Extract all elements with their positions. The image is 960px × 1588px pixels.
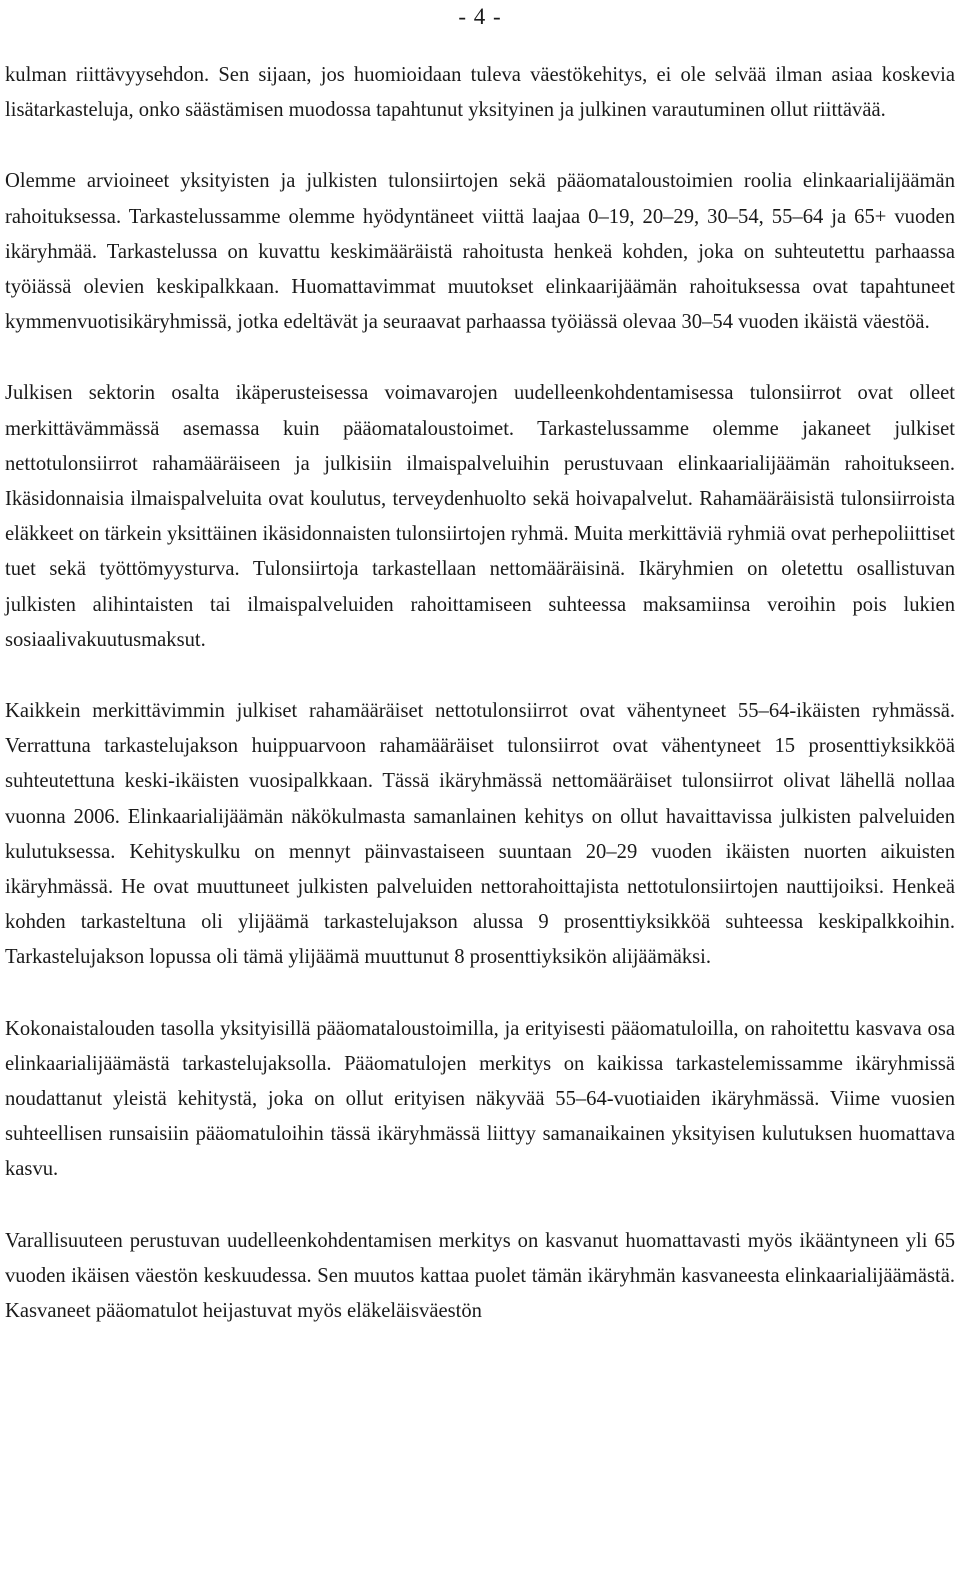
paragraph: Kaikkein merkittävimmin julkiset rahamääräiset nettotulonsiirrot ovat vähentyneet 55–64-ikäisten ryhmässä. Verrattuna tarkastelujakson huippuarvoon rahamääräiset tulonsiirrot ovat vähentyneet 15 prosenttiyksikköä suhteutettuna keski-ikäisten vuosipalkkaan. Tässä ikäryhmässä nettomääräiset tulonsiirrot olivat lähellä nollaa vuonna 2006. Elinkaarialijäämän näkökulmasta samanlainen kehitys on ollut havaittavissa julkisten palveluiden kulutuksessa. Kehityskulku on mennyt päinvastaiseen suuntaan 20–29 vuoden ikäisten nuorten aikuisten ikäryhmässä. He ovat muuttuneet julkisten palveluiden nettorahoittajista nettotulonsiirtojen nauttijoiksi. Henkeä kohden tarkasteltuna oli ylijäämä tarkastelujakson alussa 9 prosenttiyksikköä suhteessa keskipalkkoihin. Tarkastelujakson lopussa oli tämä ylijäämä muuttunut 8 prosenttiyksikön alijäämäksi. [5,700,955,969]
paragraph: Olemme arvioineet yksityisten ja julkisten tulonsiirtojen sekä pääomataloustoimien roolia elinkaarialijäämän rahoituksessa. Tarkastelussamme olemme hyödyntäneet viittä laajaa 0–19, 20–29, 30–54, 55–64 ja 65+ vuoden ikäryhmää. Tarkastelussa on kuvattu keskimääräistä rahoitusta henkeä kohden, joka on suhteutettu parhaassa työiässä olevien keskipalkkaan. Huomattavimmat muutokset elinkaarijäämän rahoituksessa ovat tapahtuneet kymmenvuotisikäryhmissä, jotka edeltävät ja seuraavat parhaassa työiässä olevaa 30–54 vuoden ikäistä väestöä. [5,170,955,334]
body-text [5,58,955,1365]
paragraph: Julkisen sektorin osalta ikäperusteisessa voimavarojen uudelleenkohdentamisessa tulonsiirrot ovat olleet merkittävämmässä asemassa kuin pääomataloustoimet. Tarkastelussamme olemme jakaneet julkiset nettotulonsiirrot rahamääräiseen ja julkisiin ilmaispalveluihin perustuvaan elinkaarialijäämän rahoitukseen. Ikäsidonnaisia ilmaispalveluita ovat koulutus, terveydenhuolto sekä hoivapalvelut. Rahamääräisistä tulonsiirroista eläkkeet on tärkein yksittäinen ikäsidonnaisten tulonsiirtojen ryhmä. Muita merkittäviä ryhmiä ovat perhepoliittiset tuet sekä työttömyysturva. Tulonsiirtoja tarkastellaan nettomääräisinä. Ikäryhmien on oletettu osallistuvan julkisten alihintaisten tai ilmaispalveluiden rahoittamiseen suhteessa maksamiinsa veroihin pois lukien sosiaalivakuutusmaksut. [5,382,955,651]
paragraph: kulman riittävyysehdon. Sen sijaan, jos huomioidaan tuleva väestökehitys, ei ole selvää ilman asiaa koskevia lisätarkasteluja, onko säästämisen muodossa tapahtunut yksityinen ja julkinen varautuminen ollut riittävää. [5,64,955,122]
paragraph: Kokonaistalouden tasolla yksityisillä pääomataloustoimilla, ja erityisesti pääomatuloilla, on rahoitettu kasvava osa elinkaarialijäämästä tarkastelujaksolla. Pääomatulojen merkitys on kaikissa tarkastelemissamme ikäryhmissä noudattanut yleistä kehitystä, joka on ollut erityisen näkyvää 55–64-vuotiaiden ikäryhmässä. Viime vuosien suhteellisen runsaisiin pääomatuloihin tässä ikäryhmässä liittyy samanaikainen yksityisen kulutuksen huomattava kasvu. [5,1017,955,1181]
page-number: - 4 - [458,4,502,29]
paragraph: Varallisuuteen perustuvan uudelleenkohdentamisen merkitys on kasvanut huomattavasti myös ikääntyneen yli 65 vuoden ikäisen väestön keskuudessa. Sen muutos kattaa puolet tämän ikäryhmän kasvaneesta elinkaarialijäämästä. Kasvaneet pääomatulot heijastuvat myös eläkeläisväestön [5,1229,955,1323]
